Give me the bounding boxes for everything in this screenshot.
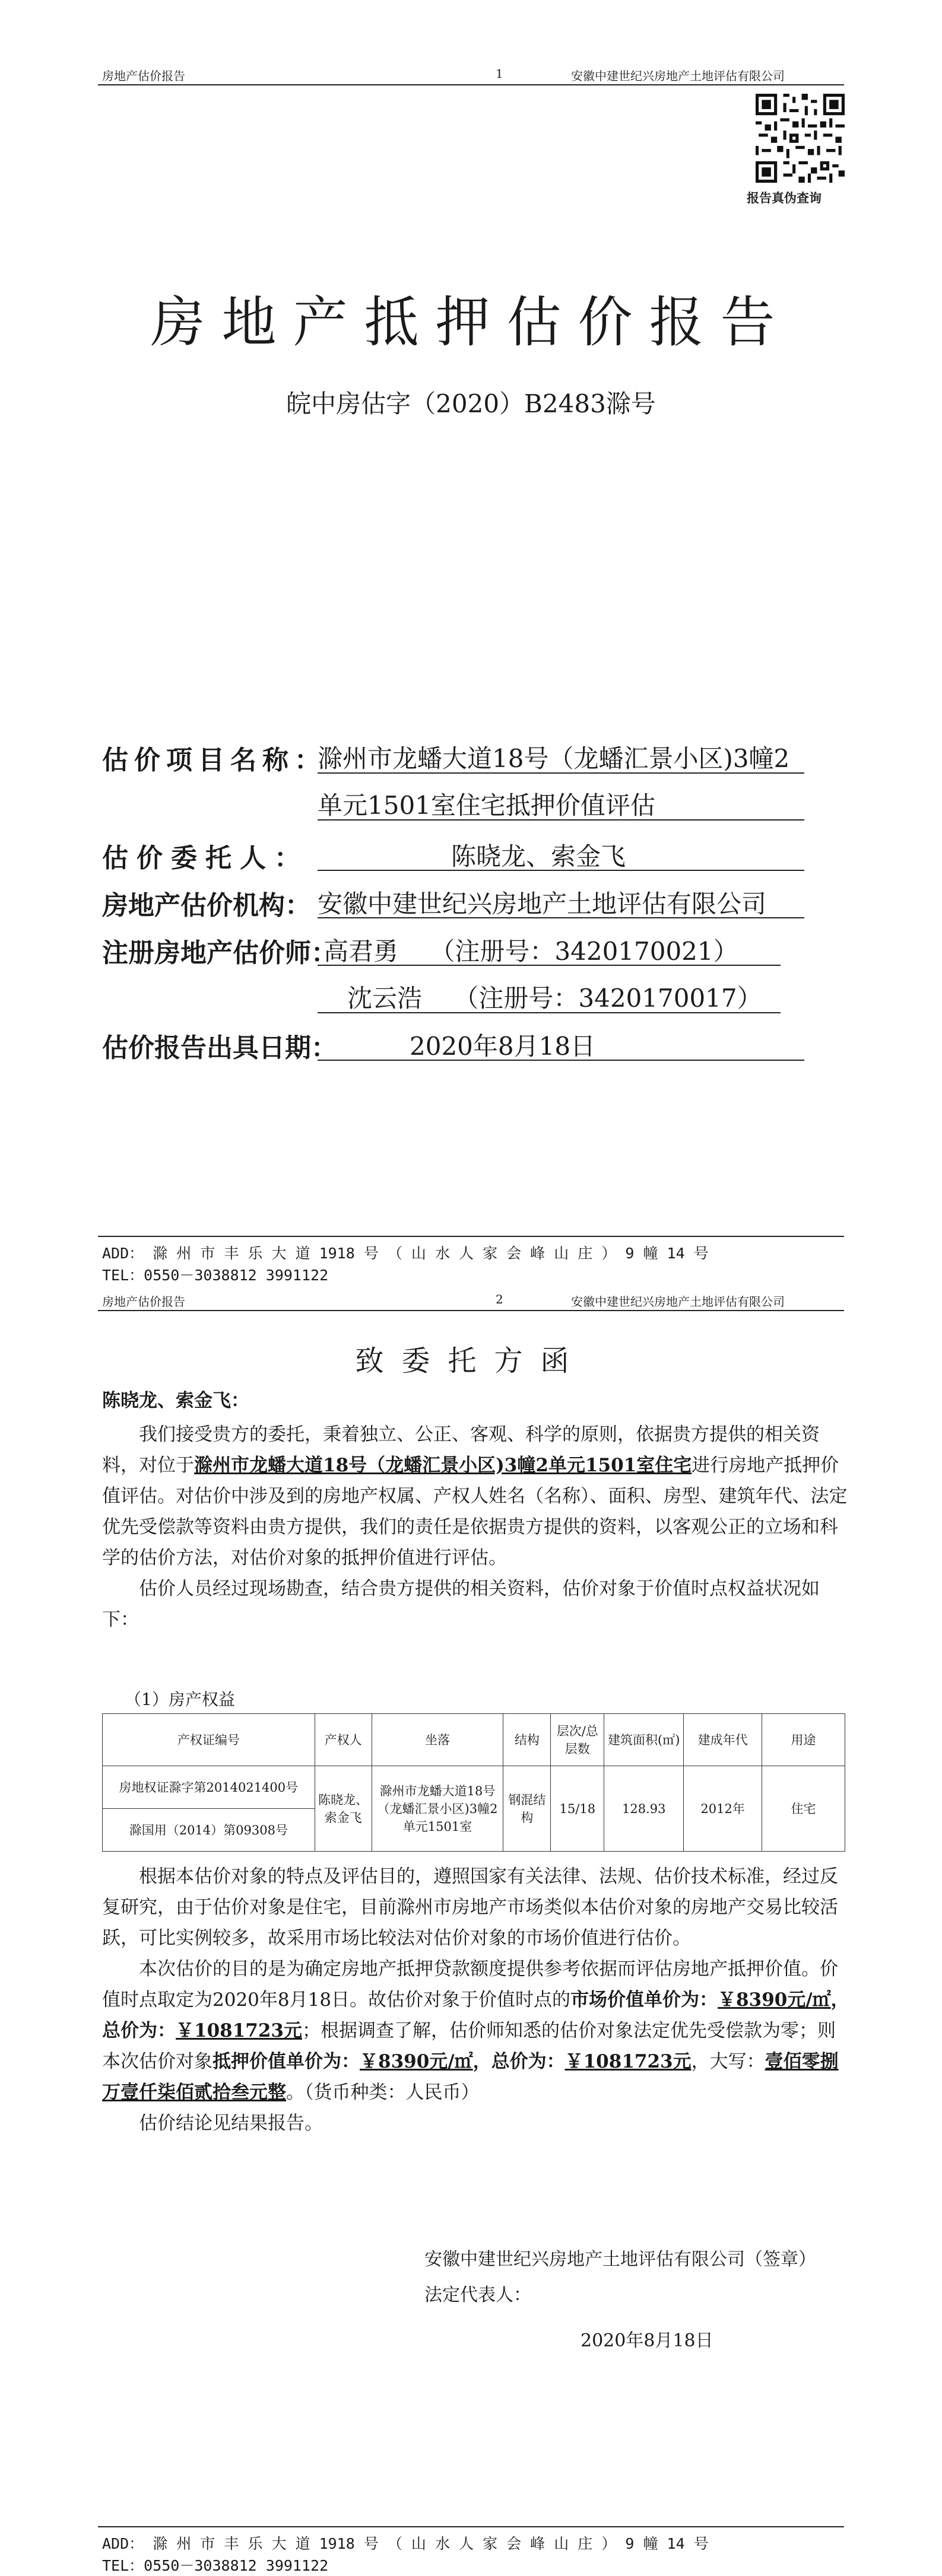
header-rule	[98, 84, 844, 85]
footer-rule	[98, 2526, 844, 2527]
mortgage-value-label: 抵押价值单价为：	[212, 2051, 360, 2072]
qr-code-icon[interactable]	[756, 94, 845, 183]
table-header: 建成年代	[684, 1714, 762, 1766]
conclusion-text: ；根据调查了解，估价师知悉的估价对象法定优先受偿款为零；则本次估价对象	[102, 2020, 836, 2072]
market-value-label: 市场价值单价为：	[570, 1989, 718, 2011]
header-rule	[98, 1310, 844, 1311]
intro-text-cont: 进行房地产抵押价值评估。对估价中涉及到的房地产权属、产权人姓名（名称）、面积、房型、建筑年代、法定优先受偿款等资料由贵方提供，我们的责任是依据贵方提供的资料，以客观公正的立场和科学的估价方法，对估价对象的抵押价值进行评估。	[102, 1455, 848, 1569]
table-header: 层次/总层数	[551, 1714, 604, 1766]
project-name-line2: 单元1501室住宅抵押价值评估	[318, 791, 655, 820]
signature-company: 安徽中建世纪兴房地产土地评估有限公司（签章）	[424, 2249, 816, 2270]
market-unit-price: ￥8390元/㎡	[718, 1989, 831, 2011]
table-cell-structure: 钢混结构	[503, 1766, 551, 1852]
client-label: 估价委托人：	[102, 843, 309, 873]
footer-rule	[98, 1236, 844, 1237]
property-location: 滁州市龙蟠大道18号（龙蟠汇景小区)3幢2单元1501室住宅	[194, 1455, 692, 1476]
table-cell-location: 滁州市龙蟠大道18号（龙蟠汇景小区)3幢2单元1501室	[372, 1766, 503, 1852]
table-cell-floor: 15/18	[551, 1766, 604, 1852]
appraiser-2: 沈云浩 （注册号：3420170017）	[347, 984, 762, 1013]
table-header: 结构	[503, 1714, 551, 1766]
amount-in-words: 壹佰零捌万壹仟柒佰贰拾叁元整	[102, 2051, 839, 2103]
agency-value: 安徽中建世纪兴房地产土地评估有限公司	[318, 889, 767, 918]
table-header: 用途	[762, 1714, 845, 1766]
agency-label: 房地产估价机构：	[102, 891, 311, 921]
table-cell-year: 2012年	[684, 1766, 762, 1852]
conclusion-text: 本次估价的目的是为确定房地产抵押贷款额度提供参考依据而评估房地产抵押价值。价值时点取定为2020年8月18日。故估价对象于价值时点的	[102, 1958, 838, 2011]
appraiser-label: 注册房地产估价师：	[102, 938, 337, 968]
header-company: 安徽中建世纪兴房地产土地评估有限公司	[571, 1295, 785, 1309]
report-title: 房地产抵押估价报告	[150, 291, 792, 354]
report-date-label: 估价报告出具日期：	[102, 1033, 337, 1063]
qr-caption: 报告真伪查询	[747, 190, 822, 205]
letter-body	[102, 1861, 850, 2139]
document-number: 皖中房估字（2020）B2483滁号	[286, 389, 656, 418]
property-rights-table	[102, 1713, 845, 1852]
header-left: 房地产估价报告	[102, 1295, 185, 1309]
underline	[318, 772, 804, 774]
underline	[318, 917, 804, 918]
mortgage-unit-price: ￥8390元/㎡	[360, 2051, 473, 2072]
table-cell-cert: 滁国用（2014）第09308号	[103, 1809, 315, 1852]
project-name-line1: 滁州市龙蟠大道18号（龙蟠汇景小区)3幢2	[318, 744, 790, 773]
footer-address: ADD： 滁 州 市 丰 乐 大 道 1918 号 （ 山 水 人 家 会 峰 山 庄 ） 9 幢 14 号	[102, 2535, 709, 2552]
market-total-label: ，总价为：	[102, 1989, 849, 2041]
footer-tel: TEL：0550－3038812 3991122	[102, 2557, 329, 2574]
underline	[318, 965, 781, 966]
method-paragraph: 根据本估价对象的特点及评估目的，遵照国家有关法律、法规、估价技术标准，经过反复研究，由于估价对象是住宅，目前滁州市房地产市场类似本估价对象的房地产交易比较活跃，可比实例较多，故采用市场比较法对估价对象的市场价值进行估价。	[102, 1866, 838, 1949]
underline	[318, 1012, 781, 1013]
conclusion-paragraph	[102, 1954, 850, 2108]
legal-representative: 法定代表人：	[424, 2285, 531, 2305]
signature-date: 2020年8月18日	[581, 2330, 713, 2351]
footer-address: ADD： 滁 州 市 丰 乐 大 道 1918 号 （ 山 水 人 家 会 峰 山 庄 ） 9 幢 14 号	[102, 1245, 709, 1262]
table-header: 产权证编号	[103, 1714, 315, 1766]
mortgage-total-label: ，总价为：	[472, 2051, 565, 2072]
table-cell-area: 128.93	[604, 1766, 684, 1852]
mortgage-total-price: ￥1081723元	[564, 2051, 692, 2072]
client-value: 陈晓龙、索金飞	[451, 842, 626, 871]
conclusion-text: ，大写：	[691, 2051, 765, 2072]
table-cell-cert: 房地权证滁字第2014021400号	[103, 1766, 315, 1809]
underline	[318, 819, 804, 820]
letter-intro	[102, 1419, 850, 1635]
page-number: 1	[496, 66, 503, 81]
report-date-value: 2020年8月18日	[410, 1032, 596, 1061]
table-cell-use: 住宅	[762, 1766, 845, 1852]
project-name-label: 估价项目名称：	[102, 745, 326, 775]
survey-paragraph: 估价人员经过现场勘查，结合贵方提供的相关资料，估价对象于价值时点权益状况如下：	[102, 1578, 820, 1630]
header-company: 安徽中建世纪兴房地产土地评估有限公司	[571, 69, 785, 83]
intro-text: 我们接受贵方的委托，秉着独立、公正、客观、科学的原则，依据贵方提供的相关资料，对位于	[102, 1424, 820, 1476]
section-subtitle: （1）房产权益	[125, 1690, 235, 1709]
underline	[318, 1060, 804, 1061]
table-header: 建筑面积(㎡)	[604, 1714, 684, 1766]
result-note: 估价结论见结果报告。	[139, 2113, 323, 2134]
table-header: 坐落	[372, 1714, 503, 1766]
underline	[318, 870, 804, 871]
table-header: 产权人	[315, 1714, 372, 1766]
footer-tel: TEL：0550－3038812 3991122	[102, 1267, 329, 1284]
page-number: 2	[496, 1292, 503, 1306]
header-left: 房地产估价报告	[102, 69, 185, 83]
market-total-price: ￥1081723元	[176, 2020, 302, 2041]
salutation: 陈晓龙、索金飞：	[102, 1390, 249, 1411]
letter-title: 致委托方函	[355, 1344, 587, 1378]
conclusion-text: 。（货币种类：人民币）	[286, 2082, 480, 2103]
table-cell-owner: 陈晓龙、索金飞	[315, 1766, 372, 1852]
appraiser-1: 高君勇 （注册号：3420170021）	[323, 937, 738, 966]
